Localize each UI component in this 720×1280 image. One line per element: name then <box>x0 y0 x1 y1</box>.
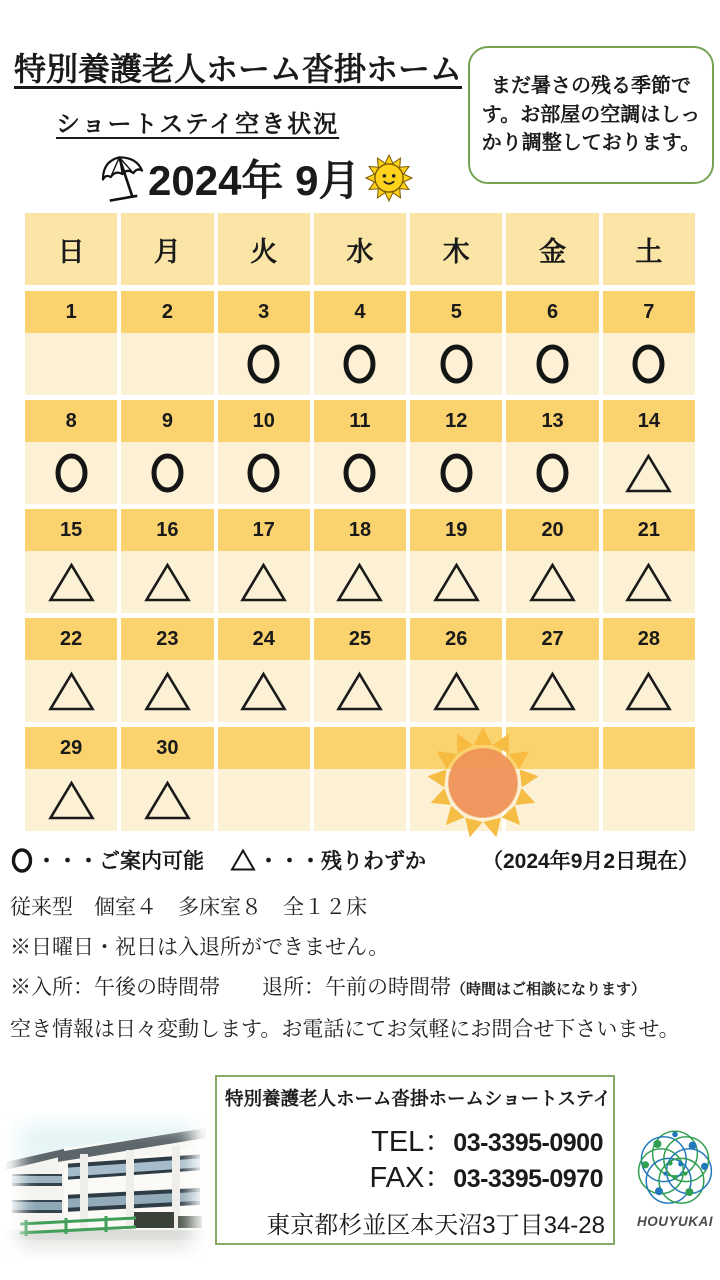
circle-mark-icon <box>245 342 282 386</box>
fax-label: FAX： <box>369 1162 454 1194</box>
season-notice-box <box>468 46 714 184</box>
circle-mark-icon <box>341 451 378 495</box>
page-title: 特別養護老人ホーム沓掛ホーム <box>14 51 463 87</box>
availability-cell <box>121 769 213 831</box>
day-header-cell: 木 <box>410 213 502 285</box>
calendar-mark-row <box>25 442 695 504</box>
triangle-mark-icon <box>625 671 672 712</box>
triangle-mark-icon <box>230 848 256 872</box>
calendar-week <box>25 509 695 613</box>
triangle-mark-icon <box>336 562 383 603</box>
circle-mark-icon <box>534 342 571 386</box>
tel-row <box>371 1119 603 1160</box>
date-cell: 30 <box>121 727 213 769</box>
date-cell: 2 <box>121 291 213 333</box>
legend-triangle-label: ・・・残りわずか <box>258 850 426 873</box>
triangle-mark-icon <box>144 780 191 821</box>
fax-row <box>369 1155 603 1196</box>
triangle-mark-icon <box>48 562 95 603</box>
day-header-cell: 月 <box>121 213 213 285</box>
houyukai-logo-text: HOUYUKAI <box>636 1214 713 1229</box>
houyukai-logo-icon <box>635 1128 715 1208</box>
availability-cell <box>218 551 310 613</box>
availability-cell <box>314 333 406 395</box>
availability-cell <box>603 660 695 722</box>
triangle-mark-icon <box>625 562 672 603</box>
fax-number: 03-3395-0970 <box>453 1165 603 1193</box>
calendar-week <box>25 291 695 395</box>
triangle-mark-icon <box>144 671 191 712</box>
circle-mark-icon <box>341 342 378 386</box>
date-cell: 29 <box>25 727 117 769</box>
calendar-date-row <box>25 618 695 660</box>
date-cell: 4 <box>314 291 406 333</box>
date-cell: 19 <box>410 509 502 551</box>
triangle-mark-icon <box>529 671 576 712</box>
hours-sub-text: （時間はご相談になります） <box>451 981 647 998</box>
date-cell: 18 <box>314 509 406 551</box>
date-cell <box>314 727 406 769</box>
date-cell: 9 <box>121 400 213 442</box>
availability-cell <box>218 333 310 395</box>
availability-cell <box>410 442 502 504</box>
triangle-mark-icon <box>433 562 480 603</box>
availability-cell <box>25 660 117 722</box>
legend-triangle-item <box>230 845 426 875</box>
calendar-day-header-row <box>25 213 695 285</box>
availability-cell <box>25 769 117 831</box>
date-cell: 16 <box>121 509 213 551</box>
date-cell: 20 <box>506 509 598 551</box>
calendar <box>25 213 695 836</box>
availability-cell <box>410 551 502 613</box>
triangle-mark-icon <box>48 780 95 821</box>
legend-circle-label: ・・・ご案内可能 <box>36 850 204 873</box>
calendar-date-row <box>25 291 695 333</box>
circle-mark-icon <box>630 342 667 386</box>
availability-cell <box>25 333 117 395</box>
closed-days-note: ※日曜日・祝日は入退所ができません。 <box>10 936 390 959</box>
circle-mark-icon <box>10 847 34 874</box>
circle-mark-icon <box>534 451 571 495</box>
day-header-cell: 土 <box>603 213 695 285</box>
availability-cell <box>121 660 213 722</box>
calendar-week <box>25 400 695 504</box>
circle-mark-icon <box>149 451 186 495</box>
month-label: 2024年 9月 <box>148 157 361 204</box>
date-cell <box>603 727 695 769</box>
date-cell: 5 <box>410 291 502 333</box>
availability-cell <box>25 551 117 613</box>
facility-building-photo <box>6 1112 206 1262</box>
date-cell: 26 <box>410 618 502 660</box>
smiling-sun-icon <box>365 154 413 202</box>
availability-cell <box>314 442 406 504</box>
triangle-mark-icon <box>433 671 480 712</box>
availability-cell <box>218 442 310 504</box>
beach-umbrella-icon <box>98 152 148 204</box>
capacity-note: 従来型 個室４ 多床室８ 全１２床 <box>10 896 367 919</box>
triangle-mark-icon <box>240 562 287 603</box>
date-cell: 8 <box>25 400 117 442</box>
triangle-mark-icon <box>240 671 287 712</box>
circle-mark-icon <box>245 451 282 495</box>
subtitle: ショートステイ空き状況 <box>56 111 340 138</box>
date-cell: 7 <box>603 291 695 333</box>
tel-label: TEL： <box>371 1126 454 1158</box>
calendar-mark-row <box>25 660 695 722</box>
availability-cell <box>314 551 406 613</box>
availability-cell <box>121 551 213 613</box>
date-cell: 13 <box>506 400 598 442</box>
date-cell: 24 <box>218 618 310 660</box>
calendar-mark-row <box>25 333 695 395</box>
circle-mark-icon <box>438 342 475 386</box>
availability-cell <box>218 769 310 831</box>
date-cell: 3 <box>218 291 310 333</box>
date-cell: 10 <box>218 400 310 442</box>
legend-circle-item <box>10 845 204 875</box>
availability-cell <box>25 442 117 504</box>
availability-cell <box>218 660 310 722</box>
date-cell: 15 <box>25 509 117 551</box>
calendar-week <box>25 618 695 722</box>
date-cell: 23 <box>121 618 213 660</box>
availability-cell <box>121 333 213 395</box>
date-cell: 1 <box>25 291 117 333</box>
circle-mark-icon <box>438 451 475 495</box>
calendar-date-row <box>25 400 695 442</box>
triangle-mark-icon <box>625 453 672 494</box>
tel-number: 03-3395-0900 <box>453 1129 603 1157</box>
day-header-cell: 金 <box>506 213 598 285</box>
date-cell: 28 <box>603 618 695 660</box>
availability-cell <box>410 660 502 722</box>
availability-cell <box>121 442 213 504</box>
availability-cell <box>603 333 695 395</box>
availability-cell <box>506 442 598 504</box>
calendar-mark-row <box>25 551 695 613</box>
calendar-date-row <box>25 509 695 551</box>
date-cell: 11 <box>314 400 406 442</box>
availability-cell <box>410 333 502 395</box>
day-header-cell: 水 <box>314 213 406 285</box>
houyukai-logo <box>632 1128 718 1229</box>
footer-contact-box <box>215 1075 615 1245</box>
date-cell: 12 <box>410 400 502 442</box>
circle-mark-icon <box>53 451 90 495</box>
footer-address: 東京都杉並区本天沼3丁目34-28 <box>266 1212 605 1239</box>
month-heading <box>98 148 413 208</box>
date-cell: 17 <box>218 509 310 551</box>
hours-note <box>10 971 646 1001</box>
triangle-mark-icon <box>336 671 383 712</box>
availability-cell <box>603 442 695 504</box>
contact-note: 空き情報は日々変動します。お電話にてお気軽にお問合せ下さいませ。 <box>10 1018 680 1041</box>
date-cell: 27 <box>506 618 598 660</box>
day-header-cell: 火 <box>218 213 310 285</box>
legend <box>10 845 699 875</box>
hand-drawn-sun-illustration <box>422 719 544 850</box>
date-cell: 21 <box>603 509 695 551</box>
legend-as-of-date: （2024年9月2日現在） <box>482 850 700 873</box>
availability-cell <box>506 333 598 395</box>
availability-cell <box>603 769 695 831</box>
hours-main-text: ※入所：午後の時間帯 退所：午前の時間帯 <box>10 976 451 999</box>
availability-cell <box>603 551 695 613</box>
date-cell: 6 <box>506 291 598 333</box>
calendar-mark-row <box>25 769 695 831</box>
availability-cell <box>506 551 598 613</box>
season-notice-text: まだ暑さの残る季節です。お部屋の空調はしっかり調整しております。 <box>481 75 701 155</box>
triangle-mark-icon <box>48 671 95 712</box>
calendar-week <box>25 727 695 831</box>
triangle-mark-icon <box>529 562 576 603</box>
date-cell: 25 <box>314 618 406 660</box>
date-cell <box>218 727 310 769</box>
day-header-cell: 日 <box>25 213 117 285</box>
availability-cell <box>314 660 406 722</box>
calendar-date-row <box>25 727 695 769</box>
availability-cell <box>314 769 406 831</box>
triangle-mark-icon <box>144 562 191 603</box>
date-cell: 14 <box>603 400 695 442</box>
footer-facility-name: 特別養護老人ホーム沓掛ホームショートステイ <box>225 1088 612 1109</box>
availability-cell <box>506 660 598 722</box>
date-cell: 22 <box>25 618 117 660</box>
